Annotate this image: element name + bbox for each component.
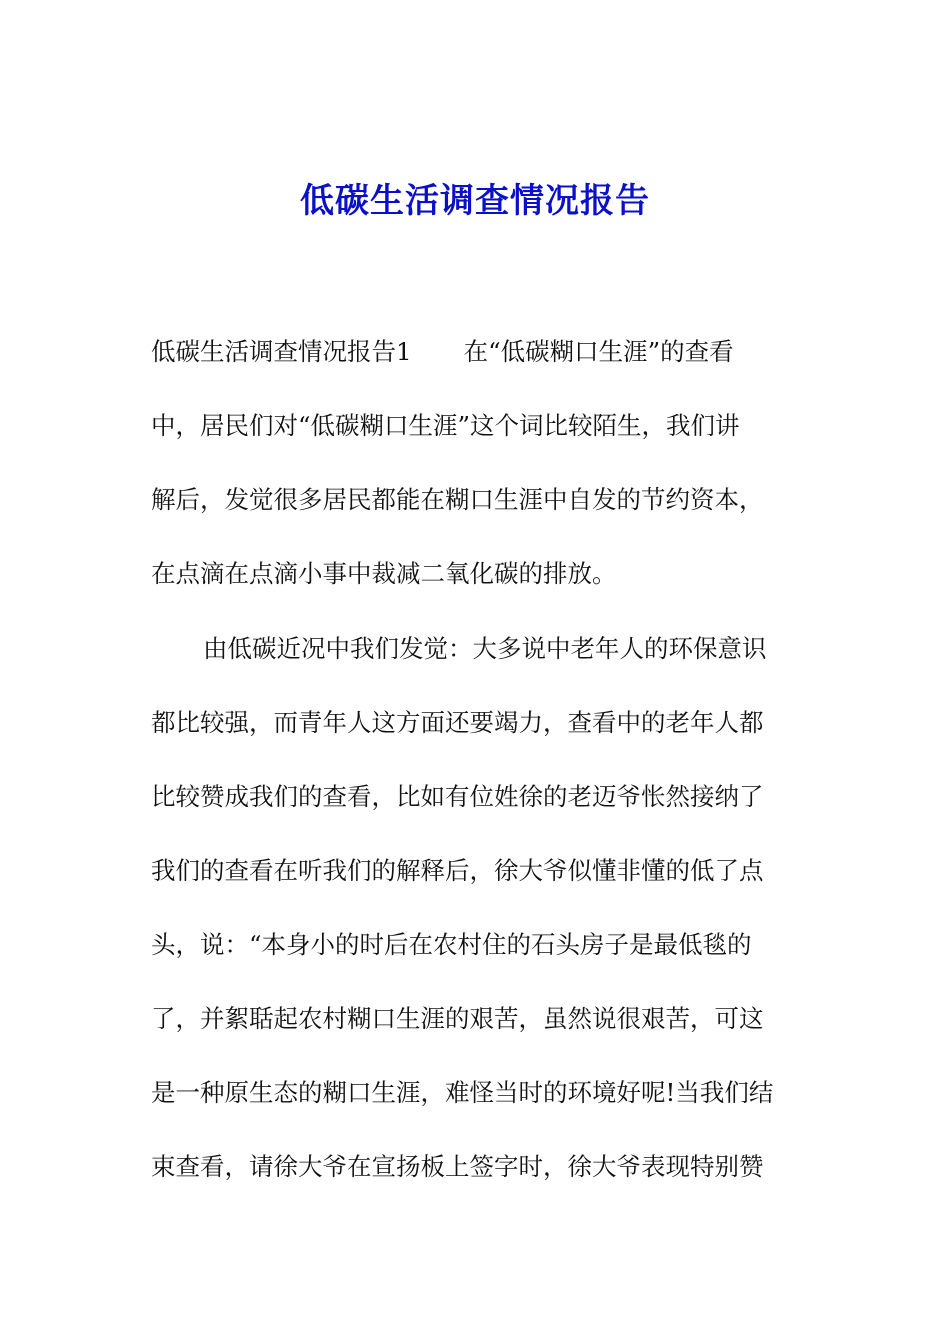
text-line: 都比较强，而青年人这方面还要竭力，查看中的老年人都 — [151, 708, 764, 737]
text-line: 头，说：“本身小的时后在农村住的石头房子是最低毯的 — [151, 930, 752, 959]
line-text: 在“低碳糊口生涯”的查看 — [463, 337, 734, 366]
text-line: 束查看，请徐大爷在宣扬板上签字时，徐大爷表现特别赞 — [151, 1152, 764, 1181]
text-line: 解后，发觉很多居民都能在糊口生涯中自发的节约资本， — [151, 485, 764, 514]
text-line: 在点滴在点滴小事中裁减二氧化碳的排放。 — [151, 559, 617, 588]
text-line: 比较赞成我们的查看，比如有位姓徐的老迈爷怅然接纳了 — [151, 782, 764, 811]
text-line: 我们的查看在听我们的解释后，徐大爷似懂非懂的低了点 — [151, 856, 764, 885]
text-line: 了，并絮聒起农村糊口生涯的艰苦，虽然说很艰苦，可这 — [151, 1004, 764, 1033]
section-heading: 低碳生活调查情况报告1 — [151, 337, 412, 366]
text-line: 由低碳近况中我们发觉：大多说中老年人的环保意识 — [203, 634, 767, 663]
text-line — [151, 332, 734, 372]
text-line: 是一种原生态的糊口生涯，难怪当时的环境好呢!当我们结 — [151, 1078, 774, 1107]
text-line: 中，居民们对“低碳糊口生涯”这个词比较陌生，我们讲 — [151, 411, 740, 440]
document-title: 低碳生活调查情况报告 — [300, 181, 650, 221]
